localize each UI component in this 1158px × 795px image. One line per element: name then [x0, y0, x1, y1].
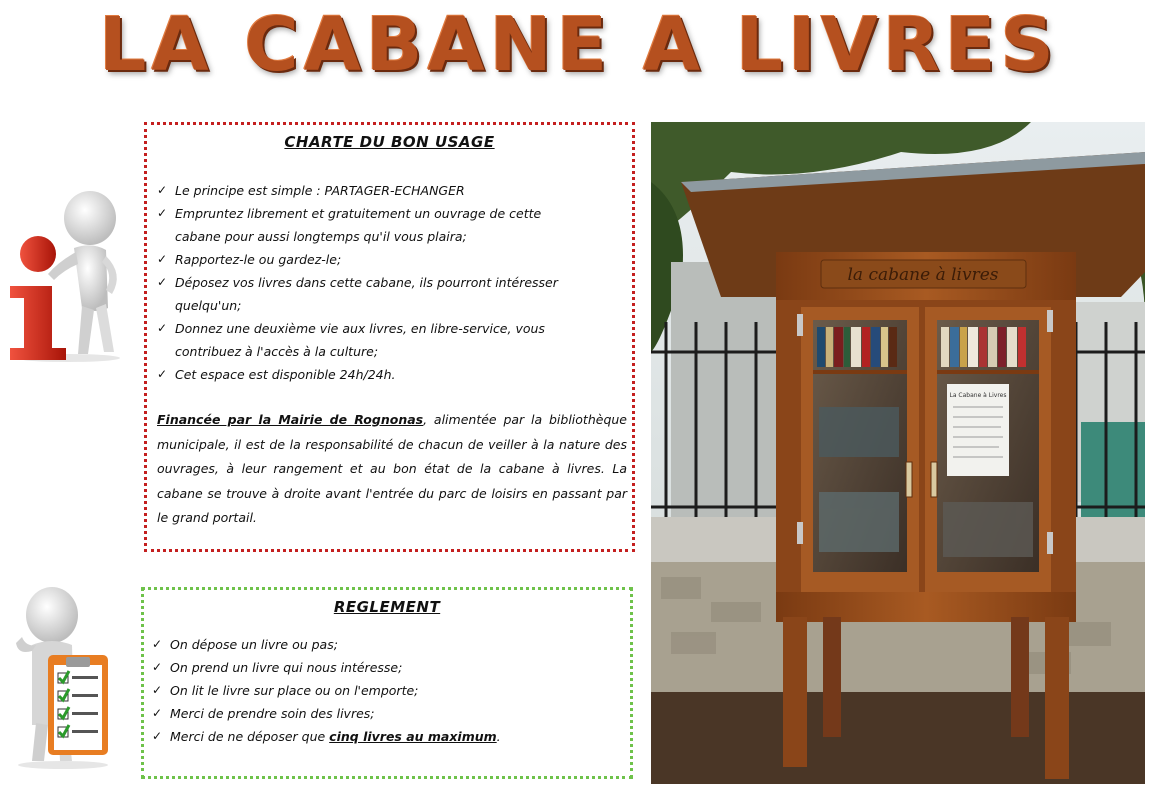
check-icon: ✓	[157, 183, 168, 197]
list-item: ✓ Merci de ne déposer que cinq livres au maximum.	[148, 725, 618, 748]
list-item: ✓ Cet espace est disponible 24h/24h.	[153, 363, 583, 386]
check-icon: ✓	[152, 729, 163, 743]
poster-title: LA CABANE A LIVRES	[99, 2, 1059, 88]
check-icon: ✓	[157, 252, 168, 266]
check-icon: ✓	[152, 660, 163, 674]
funding-paragraph	[157, 408, 627, 531]
list-item: ✓ On dépose un livre ou pas;	[148, 633, 618, 656]
list-item: ✓ Empruntez librement et gratuitement un ouvrage de cette	[153, 202, 583, 225]
list-item: ✓ Le principe est simple : PARTAGER-ECHANGER	[153, 179, 583, 202]
max-books-highlight: cinq livres au maximum	[329, 729, 497, 744]
list-item-continuation: quelqu'un;	[175, 298, 242, 313]
list-item: ✓ Donnez une deuxième vie aux livres, en libre-service, vous	[153, 317, 583, 340]
book-cabinet-photo	[651, 122, 1145, 784]
list-item: ✓ Rapportez-le ou gardez-le;	[153, 248, 583, 271]
check-icon: ✓	[152, 637, 163, 651]
check-icon: ✓	[157, 206, 168, 220]
check-icon: ✓	[157, 275, 168, 289]
funding-highlight: Financée par la Mairie de Rognonas	[157, 412, 424, 427]
charter-box	[144, 122, 635, 552]
info-figure-icon	[8, 190, 126, 362]
list-item: ✓ Merci de prendre soin des livres;	[148, 702, 618, 725]
list-item: ✓ On lit le livre sur place ou on l'emporte;	[148, 679, 618, 702]
list-item-continuation: cabane pour aussi longtemps qu'il vous plaira;	[175, 229, 467, 244]
checklist-figure-icon	[8, 585, 118, 770]
list-item-continuation: contribuez à l'accès à la culture;	[175, 344, 379, 359]
charter-list	[153, 179, 583, 386]
list-item: ✓ On prend un livre qui nous intéresse;	[148, 656, 618, 679]
check-icon: ✓	[157, 367, 168, 381]
rules-box	[141, 587, 633, 779]
list-item: ✓ Déposez vos livres dans cette cabane, ils pourront intéresser	[153, 271, 583, 294]
charter-heading: CHARTE DU BON USAGE	[284, 133, 495, 151]
funding-text: , alimentée par la bibliothèque municipale, il est de la responsabilité de chacun de veiller à la nature des ouvrages, à leur rangement et au bon état de la cabane à livres. La cabane se trouve à droite avant l'entrée du parc de loisirs en passant par le grand portail.	[157, 412, 627, 525]
rules-heading: REGLEMENT	[333, 598, 441, 616]
cabinet-sign-text: la cabane à livres	[847, 265, 999, 285]
check-icon: ✓	[152, 683, 163, 697]
rules-list	[148, 633, 618, 748]
check-icon: ✓	[152, 706, 163, 720]
poster-text: La Cabane à Livres	[949, 392, 1007, 399]
check-icon: ✓	[157, 321, 168, 335]
